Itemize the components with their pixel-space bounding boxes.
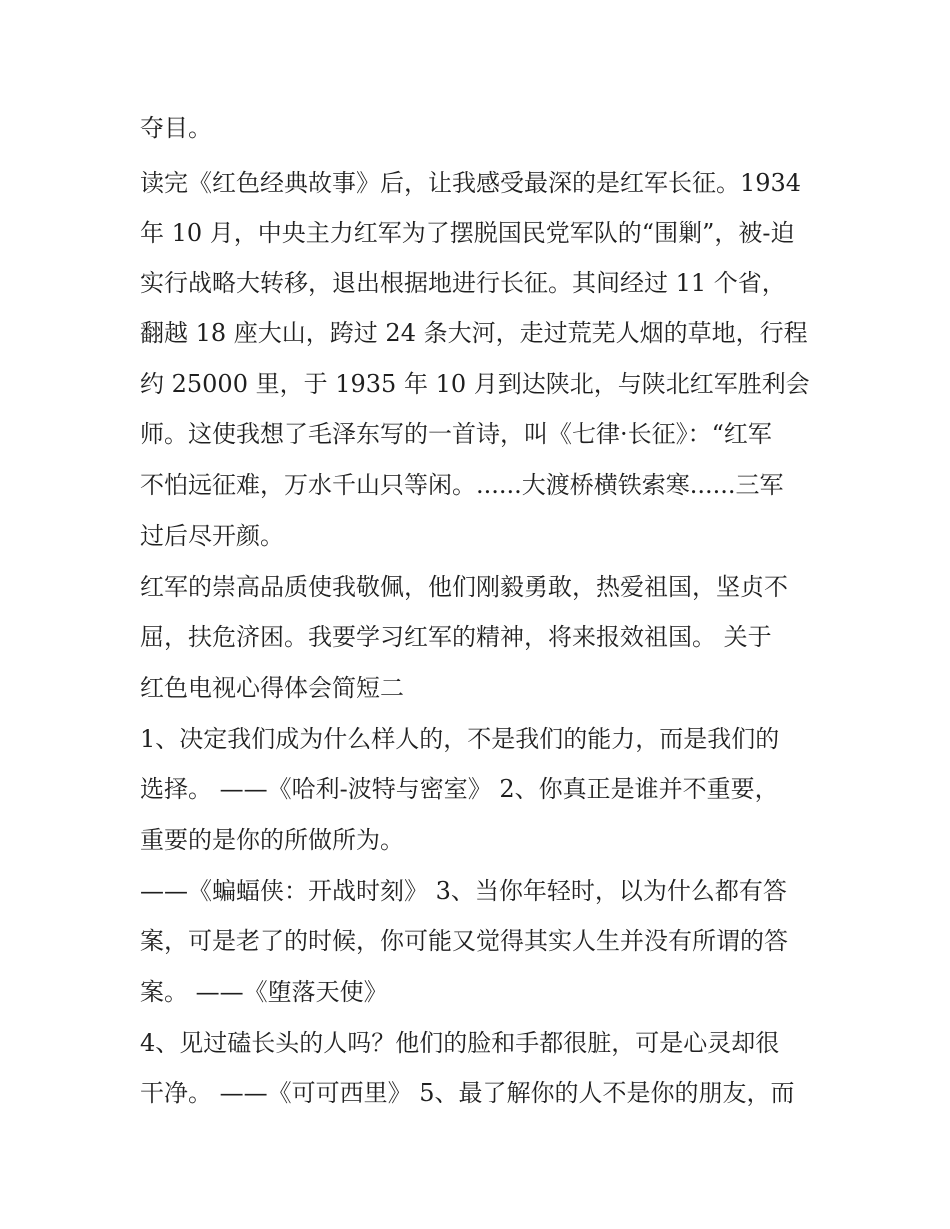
- text-line: ——《蝙蝠侠：开战时刻》 3、当你年轻时，以为什么都有答: [140, 877, 787, 905]
- text-line: 重要的是你的所做所为。: [140, 826, 404, 854]
- text-line: 过后尽开颜。: [140, 522, 284, 550]
- text-line: 约 25000 里，于 1935 年 10 月到达陕北，与陕北红军胜利会: [140, 370, 810, 398]
- text-line: 实行战略大转移，退出根据地进行长征。其间经过 11 个省，: [140, 269, 786, 297]
- text-line: 1、决定我们成为什么样人的，不是我们的能力，而是我们的: [140, 725, 780, 753]
- text-line: 不怕远征难，万水千山只等闲。......大渡桥横铁索寒......三军: [140, 471, 784, 499]
- text-line: 案。 ——《堕落天使》: [140, 978, 388, 1006]
- text-line: 屈，扶危济困。我要学习红军的精神，将来报效祖国。 关于: [140, 623, 772, 651]
- text-line: 年 10 月，中央主力红军为了摆脱国民党军队的“围剿”，被-迫: [140, 219, 795, 247]
- text-line: 读完《红色经典故事》后，让我感受最深的是红军长征。1934: [140, 169, 802, 197]
- text-line: 红军的崇高品质使我敬佩，他们刚毅勇敢，热爱祖国，坚贞不: [140, 573, 788, 601]
- text-line: 红色电视心得体会简短二: [140, 674, 404, 702]
- text-line: 4、见过磕长头的人吗？他们的脸和手都很脏，可是心灵却很: [140, 1029, 780, 1057]
- text-line: 干净。 ——《可可西里》 5、最了解你的人不是你的朋友，而: [140, 1079, 795, 1107]
- text-line: 夺目。: [140, 114, 212, 142]
- text-line: 案，可是老了的时候，你可能又觉得其实人生并没有所谓的答: [140, 927, 788, 955]
- text-line: 翻越 18 座大山，跨过 24 条大河，走过荒芜人烟的草地，行程: [140, 319, 808, 347]
- text-line: 师。这使我想了毛泽东写的一首诗，叫《七律·长征》：“红军: [140, 420, 772, 448]
- text-line: 选择。 ——《哈利-波特与密室》 2、你真正是谁并不重要，: [140, 775, 779, 803]
